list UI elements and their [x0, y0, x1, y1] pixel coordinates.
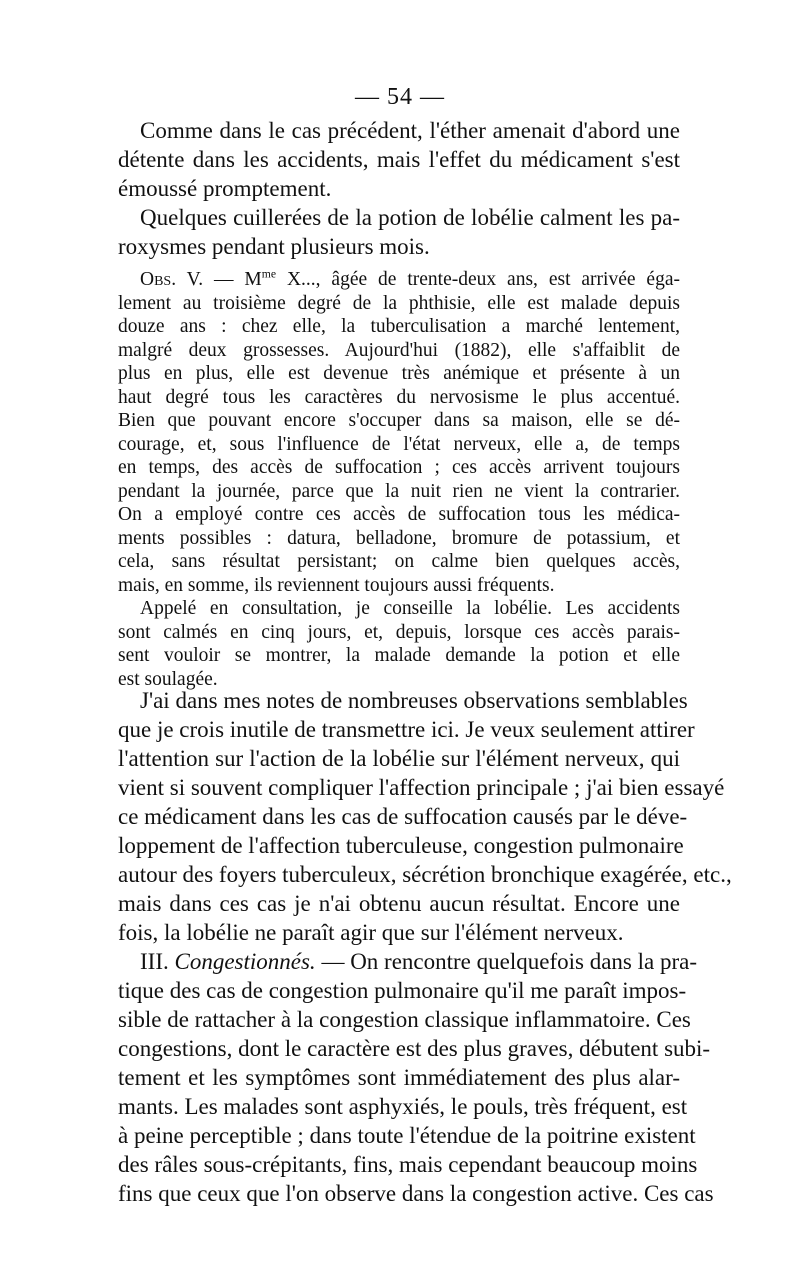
text-line: à peine perceptible ; dans toute l'étendue de la poitrine existent — [118, 1123, 696, 1148]
text-line: Bien que pouvant encore s'occuper dans sa maison, elle se dé- — [118, 410, 680, 431]
text-line: roxysmes pendant plusieurs mois. — [118, 234, 430, 259]
text-line: mais dans ces cas je n'ai obtenu aucun résultat. Encore une — [118, 891, 680, 916]
text-line: loppement de l'affection tuberculeuse, congestion pulmonaire — [118, 833, 684, 858]
text-line: sible de rattacher à la congestion classique inflammatoire. Ces — [118, 1007, 691, 1032]
text-line: tique des cas de congestion pulmonaire qu'il me paraît impos- — [118, 978, 687, 1003]
text-line: cela, sans résultat persistant; on calme bien quelques accès, — [118, 551, 680, 572]
section-text: — On rencontre quelquefois dans la pra- — [315, 949, 697, 974]
text-line: Appelé en consultation, je conseille la lobélie. Les accidents — [140, 598, 680, 619]
text-line: haut degré tous les caractères du nervosisme le plus accentué. — [118, 386, 680, 408]
text-line: congestions, dont le caractère est des plus graves, débutent subi- — [118, 1036, 711, 1061]
text-line: autour des foyers tuberculeux, sécrétion bronchique exagérée, etc., — [118, 862, 732, 887]
page-number: — 54 — — [355, 84, 445, 110]
section-heading-line — [118, 947, 697, 976]
observation-text: X..., âgée de trente-deux ans, est arrivée éga- — [276, 269, 680, 290]
paragraph-ether-effect — [118, 116, 680, 261]
text-line: en temps, des accès de suffocation ; ces accès arrivent toujours — [118, 457, 680, 478]
text-line: Quelques cuillerées de la potion de lobélie calment les pa- — [140, 205, 680, 230]
paragraph-notes-and-section-iii — [118, 686, 732, 1208]
observation-superscript: me — [261, 267, 277, 281]
text-line: émoussé promptement. — [118, 176, 332, 201]
text-line: l'attention sur l'action de la lobélie sur l'élément nerveux, qui — [118, 746, 680, 771]
text-line: plus en plus, elle est devenue très anémique et présente à un — [118, 363, 680, 384]
text-line: J'ai dans mes notes de nombreuses observations semblables — [140, 688, 688, 713]
text-line: ce médicament dans les cas de suffocation causés par le déve- — [118, 804, 688, 829]
text-line: tement et les symptômes sont immédiatement des plus alar- — [118, 1065, 680, 1090]
text-line: mais, en somme, ils reviennent toujours aussi fréquents. — [118, 574, 555, 596]
text-line: On a employé contre ces accès de suffocation tous les médica- — [118, 504, 680, 525]
text-line: fins que ceux que l'on observe dans la congestion active. Ces cas — [118, 1181, 714, 1206]
text-line: douze ans : chez elle, la tuberculisation a marché lentement, — [118, 316, 680, 337]
text-line: fois, la lobélie ne paraît agir que sur l'élément nerveux. — [118, 920, 624, 945]
text-line: sent vouloir se montrer, la malade demande la potion et elle — [118, 645, 680, 666]
text-line: pendant la journée, parce que la nuit rien ne vient la contrarier. — [118, 480, 680, 502]
observation-first-line — [118, 268, 680, 292]
text-line: Comme dans le cas précédent, l'éther amenait d'abord une — [140, 118, 680, 143]
text-line: est soulagée. — [118, 668, 218, 690]
observation-dash: — M — [203, 269, 262, 290]
text-line: détente dans les accidents, mais l'effet du médicament s'est — [118, 147, 680, 172]
section-title: Congestionnés. — [174, 949, 316, 974]
text-line: mants. Les malades sont asphyxiés, le pouls, très fréquent, est — [118, 1094, 688, 1119]
observation-label: Obs. V. — [140, 269, 204, 290]
text-line: malgré deux grossesses. Aujourd'hui (1882), elle s'affaiblit de — [118, 339, 680, 361]
observation-v — [118, 268, 680, 691]
text-line: lement au troisième degré de la phthisie, elle est malade depuis — [118, 292, 680, 314]
text-line: sont calmés en cinq jours, et, depuis, lorsque ces accès parais- — [118, 621, 680, 643]
text-line: vient si souvent compliquer l'affection principale ; j'ai bien essayé — [118, 775, 725, 800]
text-line: des râles sous-crépitants, fins, mais cependant beaucoup moins — [118, 1152, 698, 1177]
text-line: courage, et, sous l'influence de l'état nerveux, elle a, de temps — [118, 433, 680, 455]
section-number: III. — [140, 949, 169, 974]
text-line: que je crois inutile de transmettre ici. Je veux seulement attirer — [118, 717, 695, 742]
text-line: ments possibles : datura, belladone, bromure de potassium, et — [118, 527, 680, 549]
